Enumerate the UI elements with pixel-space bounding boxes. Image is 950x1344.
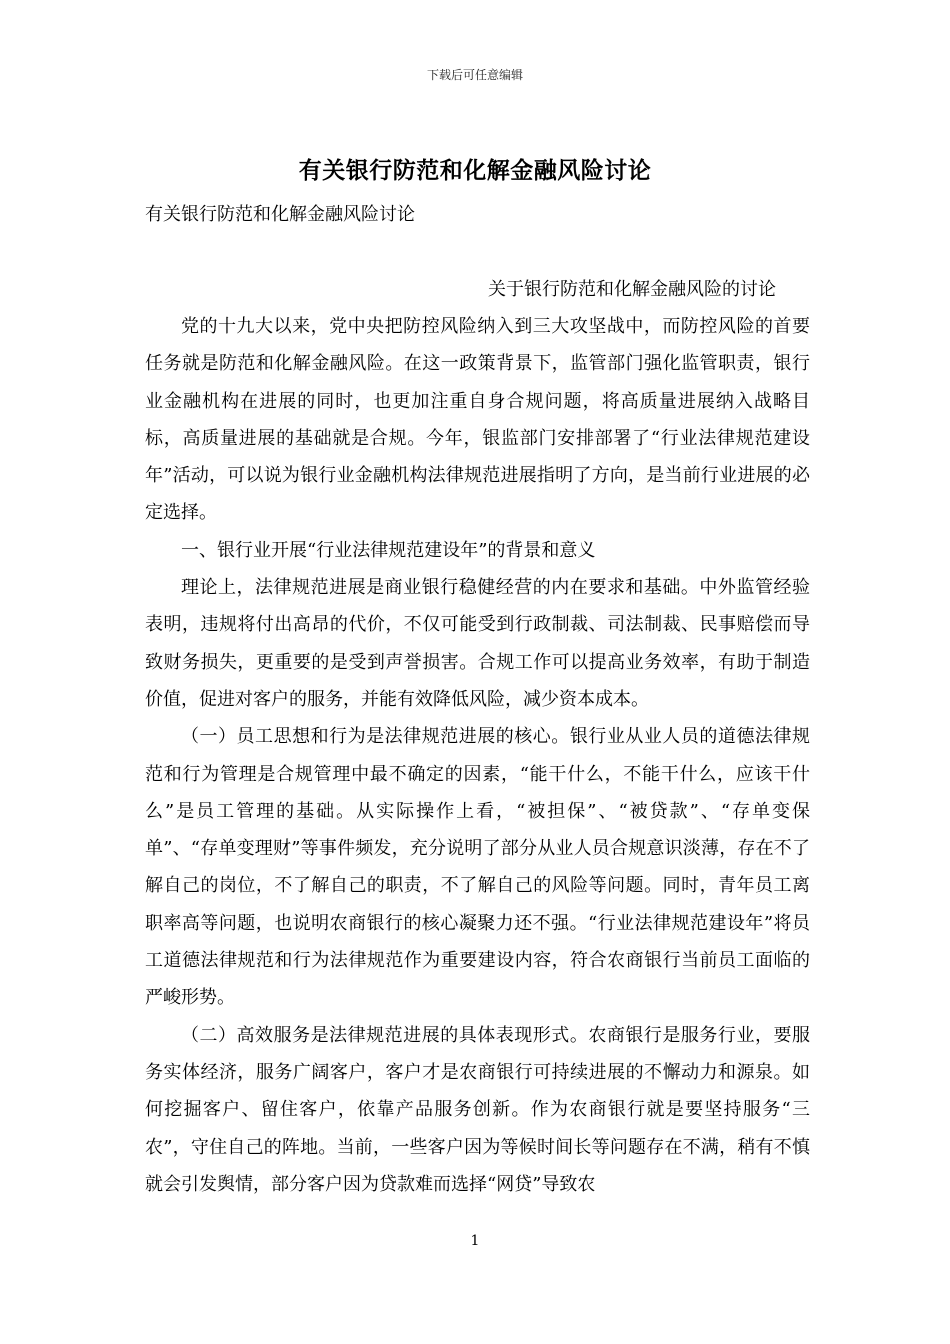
paragraph-intro: 党的十九大以来，党中央把防控风险纳入到三大攻坚战中，而防控风险的首要任务就是防范和化解金融风险。在这一政策背景下，监管部门强化监管职责，银行业金融机构在进展的同时，也更加注重自身合规问题，将高质量进展纳入战略目标，高质量进展的基础就是合规。今年，银监部门安排部署了“行业法律规范建设年”活动，可以说为银行业金融机构法律规范进展指明了方向，是当前行业进展的必定选择。 [145, 316, 810, 524]
paragraph-theory: 理论上，法律规范进展是商业银行稳健经营的内在要求和基础。中外监管经验表明，违规将付出高昂的代价，不仅可能受到行政制裁、司法制裁、民事赔偿而导致财务损失，更重要的是受到声誉损害。合规工作可以提高业务效率，有助于制造价值，促进对客户的服务，并能有效降低风险，减少资本成本。 [145, 577, 810, 710]
section-heading: 关于银行防范和化解金融风险的讨论 [488, 279, 776, 300]
paragraph-section-one-heading: 一、银行业开展“行业法律规范建设年”的背景和意义 [181, 539, 596, 561]
document-title: 有关银行防范和化解金融风险讨论 [298, 157, 652, 184]
document-subtitle: 有关银行防范和化解金融风险讨论 [145, 204, 415, 225]
page-number: 1 [470, 1233, 480, 1249]
paragraph-point-one: （一）员工思想和行为是法律规范进展的核心。银行业从业人员的道德法律规范和行为管理是合规管理中最不确定的因素，“能干什么，不能干什么，应该干什么”是员工管理的基础。从实际操作上看，“被担保”、“被贷款”、“存单变保单”、“存单变理财”等事件频发，充分说明了部分从业人员合规意识淡薄，存在不了解自己的岗位，不了解自己的职责，不了解自己的风险等问题。同时，青年员工离职率高等问题，也说明农商银行的核心凝聚力还不强。“行业法律规范建设年”将员工道德法律规范和行为法律规范作为重要建设内容，符合农商银行当前员工面临的严峻形势。 [145, 726, 810, 1009]
paragraph-point-two: （二）高效服务是法律规范进展的具体表现形式。农商银行是服务行业，要服务实体经济，服务广阔客户，客户才是农商银行可持续进展的不懈动力和源泉。如何挖掘客户、留住客户，依靠产品服务创新。作为农商银行就是要坚持服务“三农”，守住自己的阵地。当前，一些客户因为等候时间长等问题存在不满，稍有不慎就会引发舆情，部分客户因为贷款难而选择“网贷”导致农 [145, 1024, 810, 1195]
header-note: 下载后可任意编辑 [426, 68, 523, 82]
document-body [145, 308, 810, 1203]
